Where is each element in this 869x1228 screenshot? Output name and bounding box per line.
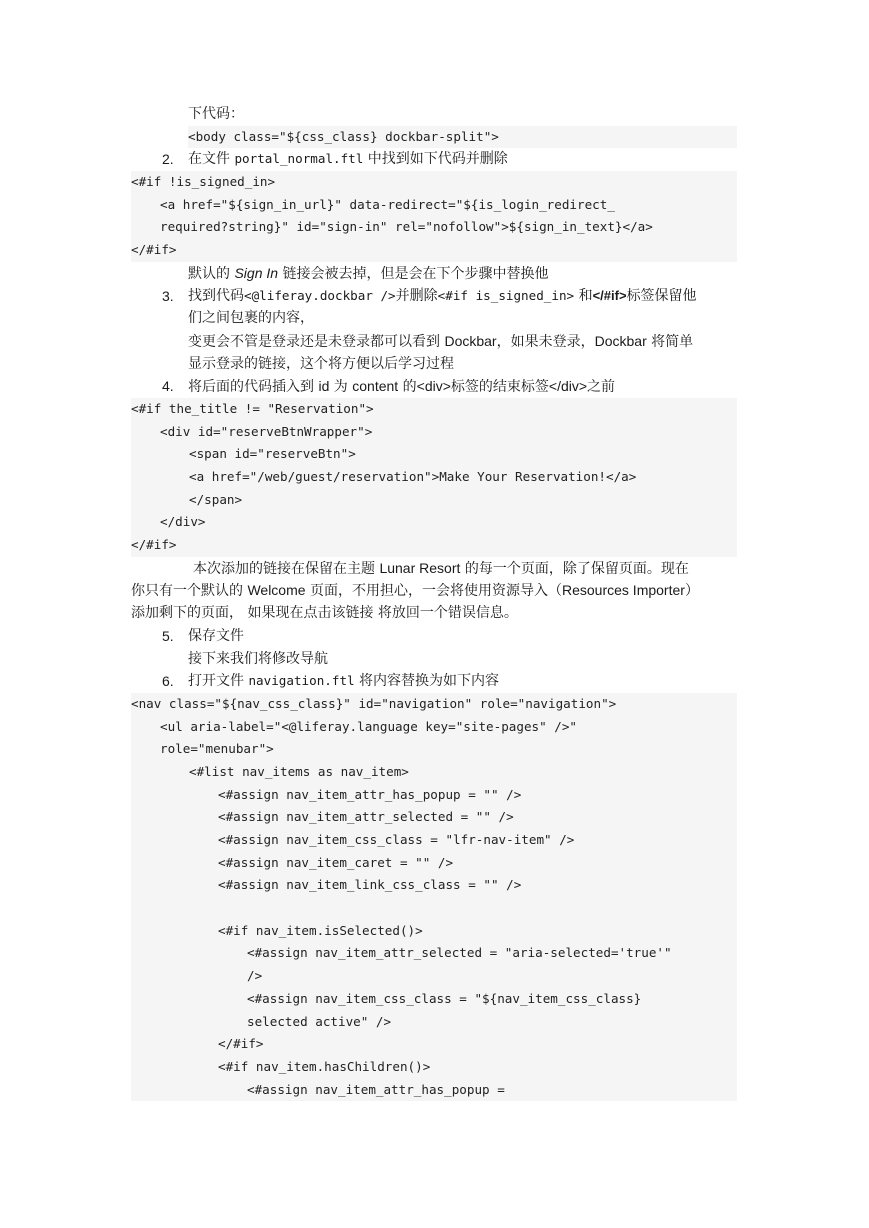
list-item-4: [131, 375, 737, 398]
code-line: <#assign nav_item_caret = "" />: [218, 854, 454, 870]
text: 标签保留他: [626, 287, 697, 304]
code-line: <#assign nav_item_attr_selected = "aria-selected='true'": [247, 945, 672, 961]
code-line: </div>: [160, 514, 206, 530]
text: Dockbar: [444, 332, 497, 349]
list-item-5: [131, 625, 737, 648]
note-line: [131, 330, 737, 353]
text: 之前: [587, 379, 616, 396]
list-number: 2.: [162, 151, 174, 168]
list-item-3: [131, 285, 737, 308]
note-line: [131, 648, 737, 671]
text: 接下来我们将修改导航: [188, 650, 328, 667]
text: Dockbar: [594, 332, 647, 349]
text: Resources Importer: [562, 582, 685, 599]
list-number: 3.: [162, 287, 174, 304]
text: 标签的结束标签: [450, 379, 549, 396]
code-line: <#assign nav_item_attr_selected = "" />: [218, 809, 514, 825]
text: 变更会不管是登录还是未登录都可以看到: [188, 333, 445, 350]
code-line: </span>: [189, 491, 243, 507]
inline-code: </#if>: [592, 287, 627, 303]
paragraph-line: [131, 602, 737, 625]
text-line: [131, 307, 737, 330]
code-block: [188, 126, 737, 149]
code-line: <#assign nav_item_link_css_class = "" />: [218, 877, 522, 893]
code-line: </#if>: [131, 537, 177, 553]
code-line: <ul aria-label="<@liferay.language key="site-pages" />": [160, 718, 578, 734]
list-number: 6.: [162, 673, 174, 690]
text: 在文件: [188, 151, 235, 168]
file-name: portal_normal.ftl: [234, 151, 364, 167]
text: 找到代码: [188, 287, 244, 304]
text: 将后面的代码插入到: [188, 379, 319, 396]
text: 中找到如下代码并删除: [363, 151, 508, 168]
code-line: <#assign nav_item_css_class = "${nav_item_css_class}: [247, 990, 642, 1006]
code-line: <body class="${css_class} dockbar-split">: [188, 128, 499, 144]
text: 页面，不用担心，一会将使用资源导入（: [305, 583, 562, 600]
text: 保存文件: [188, 627, 244, 644]
file-name: navigation.ftl: [248, 673, 355, 689]
code-line: <#assign nav_item_css_class = "lfr-nav-item" />: [218, 832, 575, 847]
code-line: <#if nav_item.hasChildren()>: [218, 1058, 431, 1074]
text: 本次添加的链接在保留在主题: [193, 560, 380, 577]
code-line: <#assign nav_item_attr_has_popup = "" />: [218, 786, 522, 802]
text: Lunar Resort: [379, 559, 461, 576]
code-line: <span id="reserveBtn">: [189, 446, 356, 462]
code-line: <#if nav_item.isSelected()>: [218, 922, 423, 938]
code-line: </#if>: [131, 242, 177, 258]
document-page: [131, 103, 737, 1101]
inline-code: <@liferay.dockbar />: [244, 287, 396, 303]
code-line: <nav class="${nav_css_class}" id="navigation" role="navigation">: [131, 695, 617, 711]
text: ，如果未登录，: [496, 333, 595, 350]
paragraph-line: [131, 557, 737, 580]
text: </div>: [548, 378, 588, 395]
code-block: [131, 171, 737, 262]
text: 的每一个页面，除了保留页面。现在: [460, 560, 689, 577]
text: content: [352, 378, 399, 395]
text: 们之间包裹的内容，: [188, 310, 314, 327]
code-line: <#assign nav_item_attr_has_popup =: [247, 1081, 505, 1097]
text-line: [131, 103, 737, 126]
note-line: [131, 262, 737, 285]
text: Sign In: [234, 264, 279, 281]
text: 将简单: [646, 333, 694, 350]
text: id: [318, 378, 330, 395]
inline-code: <#if is_signed_in>: [437, 287, 575, 303]
text: 和: [574, 287, 593, 304]
text: 默认的: [188, 265, 235, 282]
code-line: <a href="${sign_in_url}" data-redirect="${is_login_redirect_: [160, 196, 615, 212]
text: 将内容替换为如下内容: [354, 673, 500, 690]
code-line: required?string}" id="sign-in" rel="nofollow">${sign_in_text}</a>: [160, 219, 653, 235]
text: <div>: [416, 378, 451, 395]
note-line: [131, 353, 737, 376]
text: 的: [398, 379, 417, 396]
code-line: <a href="/web/guest/reservation">Make Your Reservation!</a>: [189, 469, 637, 484]
list-item-6: [131, 670, 737, 693]
paragraph-line: [131, 579, 737, 602]
text: 你只有一个默认的: [131, 583, 248, 600]
text: Welcome: [247, 582, 306, 599]
list-number: 5.: [162, 627, 174, 644]
text: 并删除: [395, 287, 438, 304]
list-item-2: [131, 148, 737, 171]
code-block: [131, 398, 737, 557]
code-line: selected active" />: [247, 1013, 392, 1029]
code-line: />: [247, 968, 263, 984]
text: 显示登录的链接，这个将方便以后学习过程: [188, 355, 454, 372]
text: ）: [684, 583, 699, 600]
code-block: [131, 693, 737, 1101]
text: 添加剩下的页面， 如果现在点击该链接 将放回一个错误信息。: [131, 605, 518, 622]
text: 为: [329, 379, 353, 396]
code-line: <#if !is_signed_in>: [131, 174, 276, 190]
list-number: 4.: [162, 378, 174, 395]
code-line: <div id="reserveBtnWrapper">: [160, 423, 373, 439]
code-line: [131, 897, 737, 920]
code-line: <#if the_title != "Reservation">: [131, 400, 374, 416]
code-line: role="menubar">: [160, 741, 274, 757]
code-line: </#if>: [218, 1036, 264, 1052]
code-line: <#list nav_items as nav_item>: [189, 763, 409, 779]
text: 链接会被去掉，但是会在下个步骤中替换他: [278, 265, 549, 282]
text: 打开文件: [188, 673, 249, 690]
text: 下代码：: [188, 106, 244, 122]
